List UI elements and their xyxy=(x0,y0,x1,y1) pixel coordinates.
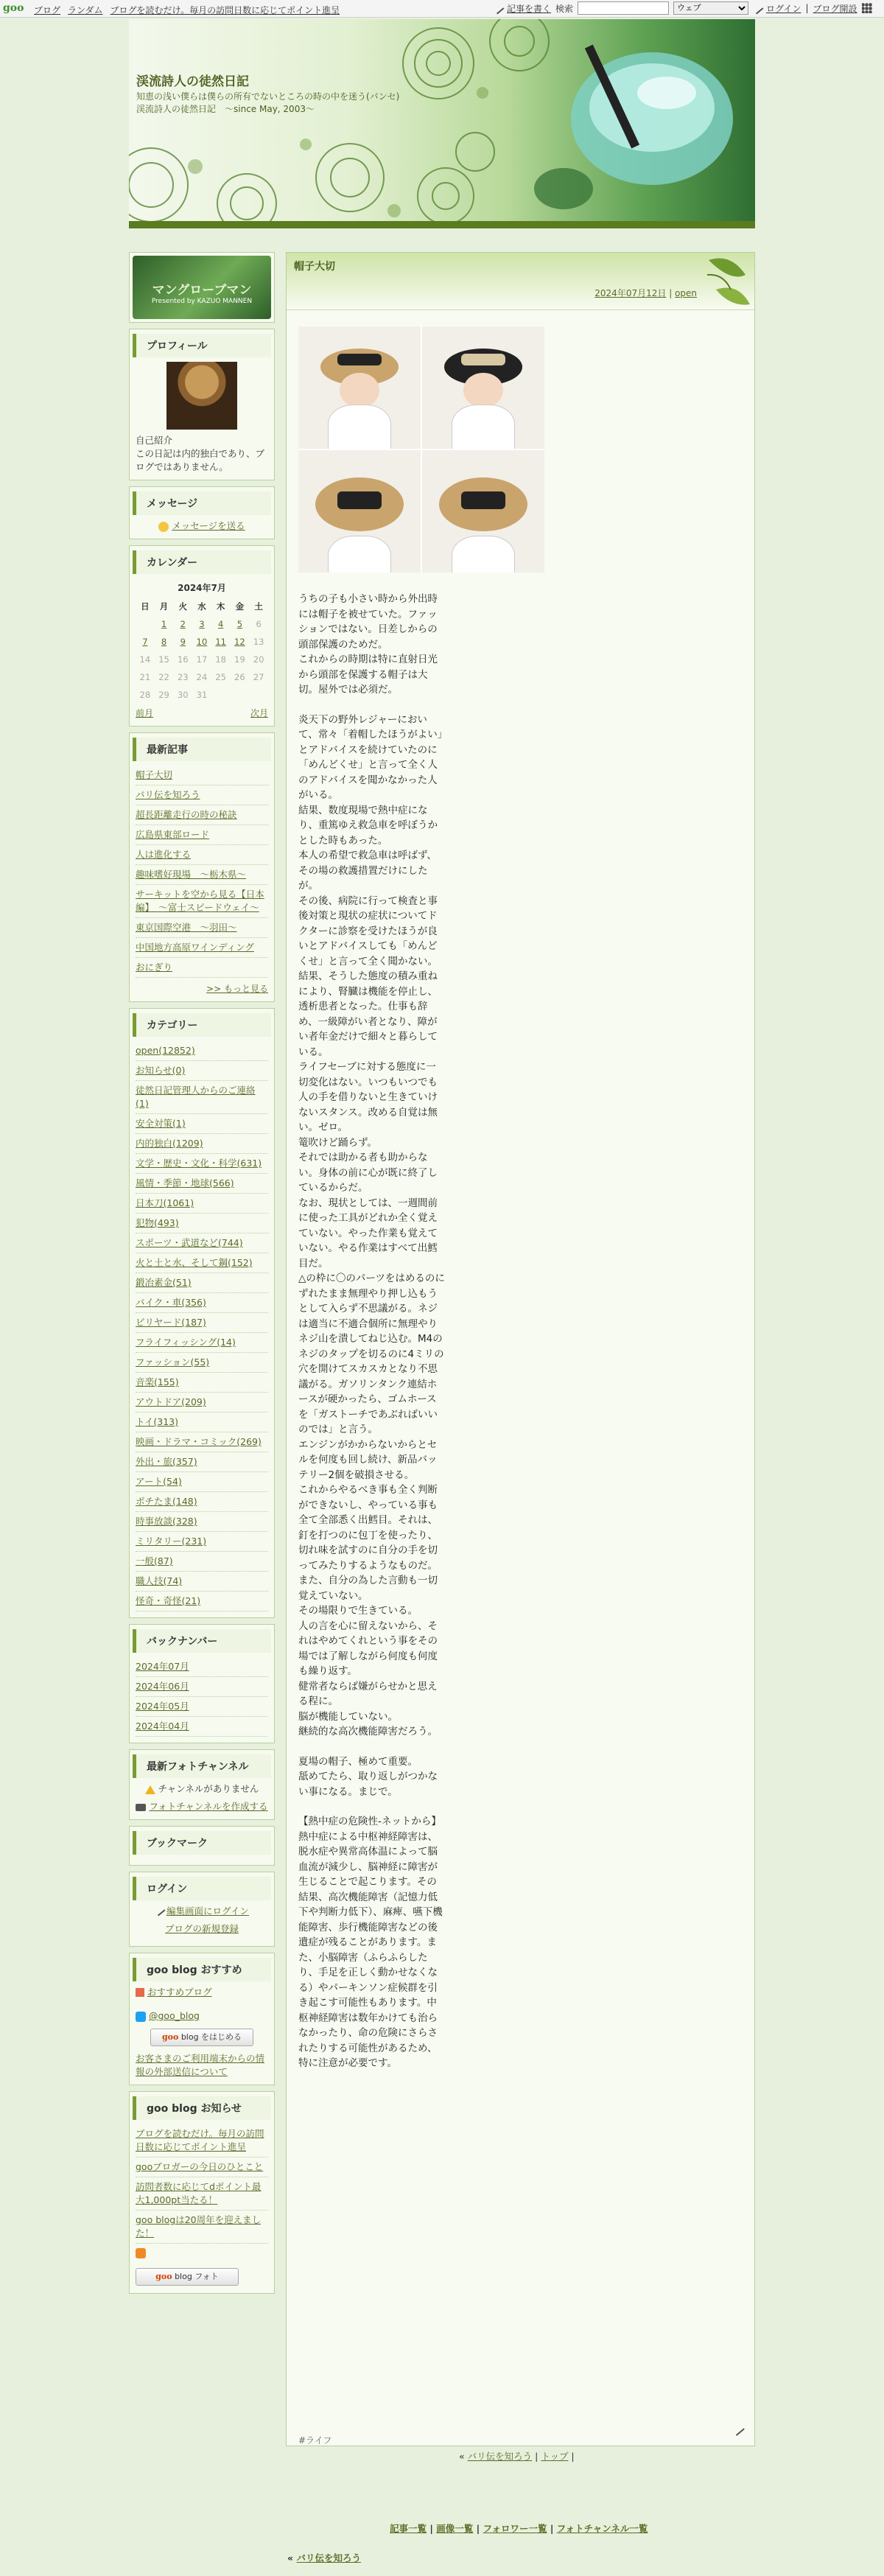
list-item xyxy=(136,958,268,978)
calendar-next-link[interactable]: 次月 xyxy=(250,708,268,718)
backnumber-link[interactable]: 2024年07月 xyxy=(136,1661,189,1672)
goo-photo-logo: goo xyxy=(155,2272,172,2281)
login-link[interactable]: ログイン xyxy=(766,3,801,14)
list-item xyxy=(136,1677,268,1697)
recent-post-link[interactable]: 趣味嗜好現場 ～栃木県～ xyxy=(136,869,247,880)
entry-title[interactable]: 帽子大切 xyxy=(294,261,335,273)
category-link[interactable]: 一般(87) xyxy=(136,1555,173,1567)
start-blog-label: blog をはじめる xyxy=(180,2032,242,2042)
category-link[interactable]: 安全対策(1) xyxy=(136,1118,186,1129)
category-link[interactable]: ボチたま(148) xyxy=(136,1496,197,1507)
recommend-blog-link[interactable]: おすすめブログ xyxy=(147,1987,212,1998)
edit-icon[interactable] xyxy=(730,2421,745,2436)
external-notice-link[interactable]: お客さまのご利用端末からの情報の外部送信について xyxy=(136,2053,265,2077)
category-link[interactable]: 風情・季節・地球(566) xyxy=(136,1177,234,1189)
entry-paragraph: 夏場の帽子、極めて重要。 舐めてたら、取り返しがつかない事になる。まじで。 xyxy=(298,1755,438,1798)
banner-image xyxy=(133,256,271,319)
list-item xyxy=(136,1452,268,1472)
calendar-day-link[interactable]: 7 xyxy=(142,637,148,647)
list-item xyxy=(136,766,268,785)
category-link[interactable]: 犯物(493) xyxy=(136,1217,179,1228)
category-link[interactable]: 映画・ドラマ・コミック(269) xyxy=(136,1436,262,1447)
calendar-day[interactable] xyxy=(211,633,231,651)
list-item xyxy=(136,1081,268,1114)
calendar-day-link[interactable]: 3 xyxy=(199,619,205,629)
categories-box xyxy=(129,1008,275,1618)
goo-photo-button[interactable] xyxy=(136,2268,239,2286)
entry-title-bar xyxy=(287,253,754,310)
footer-link-followers[interactable]: フォロワー一覧 xyxy=(483,2523,547,2534)
calendar-day[interactable] xyxy=(231,615,250,633)
news-link[interactable]: 訪問者数に応じてdポイント最大1,000pt当たる！ xyxy=(136,2181,262,2205)
pen-icon xyxy=(492,2,505,15)
banner-title: マングローブマン xyxy=(152,283,252,298)
search-input[interactable] xyxy=(578,1,669,15)
photochannel-heading: 最新フォトチャンネル xyxy=(133,1754,271,1778)
search-scope-select[interactable] xyxy=(673,1,748,15)
list-item xyxy=(136,1333,268,1353)
category-link[interactable]: ビリヤード(187) xyxy=(136,1317,206,1328)
calendar-day[interactable] xyxy=(231,633,250,651)
calendar-day[interactable] xyxy=(211,615,231,633)
calendar-day xyxy=(192,651,211,668)
list-item xyxy=(136,865,268,885)
calendar-prev-link[interactable]: 前月 xyxy=(136,708,154,718)
category-link[interactable]: 鍛冶素金(51) xyxy=(136,1277,192,1288)
entry-paragraph: 炎天下の野外レジャーにおいて、常々「着帽したほうがよい」とアドバイスを続けていたのに「めんどくせ」と言って全く人のアドバイスを聞かなかった人がいる。 結果、数度現場で熱中症になり、重篤ゆえ救急車を呼ぼうかとした時もあった。 本人の希望で救急車は呼ばず、その場の救護措置だけにしたが。 その後、病院に行って検査と事後対策と現状の症状についてドクターに診察を受けたほうが良いとアドバイスしても「めんどくせ」と言って全く聞かない。 結果、そうした態度の積み重ねにより、腎臓は機能を停止し、透析患者となった。仕事も辞め、一級障がい者となり、障がい者年金だけで細々と暮らしている。 ライフセーブに対する態度に一切変化はない。いつもいつでも人の手を借りないと生きていけないスタンス。改める自覚は無い。ゼロ。 篭吹けど踊らず。 それでは助かる者も助からない。身体の前に心が既に終了しているからだ。 なお、現状としては、一週間前に使った工具がどれか全く覚えていない。やった作業も覚えていない。やる作業はすべて出鱈目だ。 △の枠に〇のパーツをはめるのにずれたまま無理やり押し込もうとして入らず不思議がる。ネジは適当に不適合個所に無理やりネジ山を潰してねじ込む。M4のネジのタップを切るのに4ミリの穴を開けてスカスカとなり不思議がる。ガソリンタンク連結ホースが硬かったら、ゴムホースを「ガストーチであぶればいいのでは」と言う。 エンジンがかからないからとセルを何度も回し続け、新品バッテリー2個を破損させる。 これからやるべき事も全く判断ができないし、やっている事も全て全部悉く出鱈目。それは、釘を打つのに包丁を使ったり、切れ味を試すのに自分の手を切ってみたりするようなものだ。 また、自分の為した言動も一切覚えていない。 その場限りで生きている。 人の言を心に留えないから、それはやめてくれという事をその場では了解しながら何度も何度も繰り返す。 健常者ならば嫌がらせかと思える程に。 脳が機能していない。 継続的な高次機能障害だろう。 xyxy=(298,713,445,1737)
twitter-link[interactable]: @goo_blog xyxy=(149,2010,200,2021)
calendar-day-label: 24 xyxy=(196,672,208,682)
footer-link-articles[interactable]: 記事一覧 xyxy=(390,2523,427,2534)
calendar-day-label: 22 xyxy=(158,672,169,682)
calendar-day-link[interactable]: 12 xyxy=(234,637,245,647)
category-link[interactable]: トイ(313) xyxy=(136,1416,178,1427)
site-description: 知恵の浅い僕らは僕らの所有でないところの時の中を迷う(パンセ) 渓流詩人の徒然日記 ～since May, 2003～ xyxy=(136,91,409,114)
edit-login-link[interactable]: 編集画面にログイン xyxy=(166,1905,249,1917)
recent-post-link[interactable]: 東京国際空港 ～羽田～ xyxy=(136,922,237,933)
category-link[interactable]: 職人技(74) xyxy=(136,1575,183,1586)
calendar-day xyxy=(192,686,211,704)
calendar-day xyxy=(249,615,268,633)
send-message-link[interactable]: メッセージを送る xyxy=(172,520,245,531)
news-heading: goo blog お知らせ xyxy=(133,2096,271,2120)
calendar-day-label: 30 xyxy=(177,690,189,700)
site-title[interactable]: 渓流詩人の徒然日記 xyxy=(136,74,249,89)
calendar-day-link[interactable]: 4 xyxy=(218,619,224,629)
bottom-prev: « バリ伝を知ろう xyxy=(287,2552,361,2563)
list-item xyxy=(136,1293,268,1313)
recent-post-link[interactable]: 超長距離走行の時の秘訣 xyxy=(136,809,237,820)
header-stripe xyxy=(129,221,755,228)
list-item xyxy=(136,2211,268,2244)
calendar-day-link[interactable]: 11 xyxy=(215,637,226,647)
photochannel-box xyxy=(129,1749,275,1820)
backnumber-link[interactable]: 2024年05月 xyxy=(136,1701,189,1712)
calendar-day-link[interactable]: 2 xyxy=(180,619,186,629)
list-item xyxy=(136,2124,268,2157)
recent-post-link[interactable]: 広島県東部ロード xyxy=(136,829,210,840)
calendar-table xyxy=(136,578,268,704)
calendar-day-label: 18 xyxy=(215,654,226,665)
header-decoration xyxy=(129,19,755,228)
entry-meta: 2024年07月12日 | open xyxy=(594,288,697,298)
list-item xyxy=(136,2177,268,2211)
category-link[interactable]: open(12852) xyxy=(136,1045,195,1056)
news-link[interactable]: gooブロガーの今日のひとこと xyxy=(136,2161,264,2172)
pen-icon xyxy=(153,1904,166,1917)
list-item xyxy=(136,1373,268,1393)
backnumber-heading: バックナンバー xyxy=(133,1629,271,1653)
recommend-icon xyxy=(136,1988,144,1997)
recommend-heading: goo blog おすすめ xyxy=(133,1958,271,1981)
calendar-day xyxy=(173,668,192,686)
profile-intro-label: 自己紹介 xyxy=(136,435,173,446)
calendar-day-label: 26 xyxy=(234,672,245,682)
recent-post-link[interactable]: 帽子大切 xyxy=(136,769,173,780)
rss-icon[interactable] xyxy=(136,2248,146,2258)
backnumber-list xyxy=(136,1657,268,1737)
list-item xyxy=(136,1532,268,1552)
calendar-caption: 2024年7月 xyxy=(178,583,226,593)
backnumber-link[interactable]: 2024年06月 xyxy=(136,1681,189,1692)
top-links xyxy=(34,4,340,16)
backnumber-box xyxy=(129,1624,275,1743)
search-label: 検索 xyxy=(555,3,574,14)
backnumber-link[interactable]: 2024年04月 xyxy=(136,1721,189,1732)
list-item xyxy=(136,1194,268,1214)
category-link[interactable]: ミリタリー(231) xyxy=(136,1536,207,1547)
bottom-prev-link[interactable]: バリ伝を知ろう xyxy=(296,2552,361,2563)
recent-post-link[interactable]: サーキットを空から見る【日本編】 ～富士スピードウェイ～ xyxy=(136,889,264,913)
profile-box xyxy=(129,329,275,480)
list-item xyxy=(136,1697,268,1717)
calendar-day-link[interactable]: 5 xyxy=(236,619,243,629)
profile-heading: プロフィール xyxy=(133,334,271,357)
calendar-day xyxy=(249,686,268,704)
list-item xyxy=(136,1134,268,1154)
recent-more-link[interactable]: >> もっと見る xyxy=(206,984,268,994)
list-item xyxy=(136,1592,268,1611)
calendar-day-label: 17 xyxy=(196,654,208,665)
sidebar xyxy=(129,252,275,2300)
list-item xyxy=(136,845,268,865)
list-item xyxy=(136,1154,268,1174)
calendar-weekday: 木 xyxy=(216,601,225,612)
apps-grid-icon[interactable] xyxy=(862,3,872,13)
category-link[interactable]: 外出・旅(357) xyxy=(136,1456,197,1467)
calendar-day-label: 6 xyxy=(256,619,262,629)
camera-icon xyxy=(136,1804,146,1811)
list-item xyxy=(136,1432,268,1452)
recent-post-link[interactable]: 中国地方高原ワインディング xyxy=(136,942,254,953)
calendar-day-label: 29 xyxy=(158,690,169,700)
calendar-day[interactable] xyxy=(192,633,211,651)
profile-intro-text: この日記は内的独白であり、ブログではありません。 xyxy=(136,448,265,472)
category-link[interactable]: 内的独白(1209) xyxy=(136,1138,203,1149)
calendar-day xyxy=(211,668,231,686)
goo-logo[interactable]: goo xyxy=(3,2,24,14)
top-bar xyxy=(0,0,884,18)
calendar-day[interactable] xyxy=(192,615,211,633)
list-item xyxy=(136,1657,268,1677)
list-item xyxy=(136,2157,268,2177)
news-box xyxy=(129,2091,275,2294)
photo-child-back-2 xyxy=(422,450,544,573)
calendar-day-label: 23 xyxy=(177,672,189,682)
entry-paragraph: うちの子も小さい時から外出時には帽子を被せていた。ファッションではない。日差しからの頭部保護のためだ。 これからの時期は特に直射日光から頭部を保護する帽子は大切。屋外では必須だ。 xyxy=(298,593,438,696)
calendar-day-label: 15 xyxy=(158,654,169,665)
list-item xyxy=(136,1353,268,1373)
start-blog-logo: goo xyxy=(161,2032,179,2042)
calendar-box xyxy=(129,545,275,727)
top-link[interactable]: トップ xyxy=(541,2451,569,2462)
footer-link-photochannels[interactable]: フォトチャンネル一覧 xyxy=(556,2523,648,2534)
recent-heading: 最新記事 xyxy=(133,738,271,761)
top-tools: 記事を書く 検索 ウェブ ログイン | ブログ開設 xyxy=(494,1,872,15)
list-item xyxy=(136,918,268,938)
list-item xyxy=(136,785,268,805)
entry-date-link[interactable]: 2024年07月12日 xyxy=(594,288,667,298)
calendar-day[interactable] xyxy=(173,615,192,633)
recent-post-link[interactable]: 人は進化する xyxy=(136,849,192,860)
calendar-day-label: 28 xyxy=(139,690,151,700)
login-box xyxy=(129,1872,275,1947)
top-link-points[interactable]: ブログを読むだけ。毎月の訪問日数に応じてポイント進呈 xyxy=(110,5,340,15)
calendar-day-label: 31 xyxy=(196,690,208,700)
calendar-weekday: 土 xyxy=(254,601,263,612)
calendar-day xyxy=(136,668,155,686)
list-item xyxy=(136,1174,268,1194)
recent-post-link[interactable]: バリ伝を知ろう xyxy=(136,789,200,800)
category-link[interactable]: アウトドア(209) xyxy=(136,1396,206,1407)
list-item xyxy=(136,825,268,845)
create-photochannel-link[interactable]: フォトチャンネルを作成する xyxy=(149,1801,268,1812)
write-article-link[interactable]: 記事を書く xyxy=(507,3,552,14)
entry-tag[interactable]: #ライフ xyxy=(298,2435,332,2446)
calendar-day[interactable] xyxy=(136,633,155,651)
category-link[interactable]: 音楽(155) xyxy=(136,1376,179,1387)
category-link[interactable]: 怪奇・奇怪(21) xyxy=(136,1595,201,1606)
list-item xyxy=(136,1233,268,1253)
news-link[interactable]: goo blogは20周年を迎えました！ xyxy=(136,2214,262,2239)
calendar-day xyxy=(155,686,174,704)
prev-entry-link[interactable]: バリ伝を知ろう xyxy=(467,2451,533,2462)
register-blog-link[interactable]: ブログの新規登録 xyxy=(164,1923,239,1934)
login-icon xyxy=(751,2,764,15)
entry-photo[interactable] xyxy=(298,326,544,573)
recent-posts-list xyxy=(136,766,268,978)
top-link-random[interactable]: ランダム xyxy=(68,5,103,15)
calendar-day-label: 19 xyxy=(234,654,245,665)
recommend-box xyxy=(129,1953,275,2085)
news-list xyxy=(136,2124,268,2244)
calendar-weekday: 月 xyxy=(159,601,169,612)
entry-paragraph: 【熱中症の危険性-ネットから】 熱中症による中枢神経障害は、脱水症や異常高体温によって脳血流が減少し、脳神経に障害が生じることで起こります。その結果、高次機能障害（記憶力低下や判断力低下）、麻痺、嚥下機能障害、歩行機能障害などの後遺症が残ることがあります。また、小脳障害（ふらふらしたり、手足を正しく動かせなくなる）やパーキンソン症候群を引き起こす可能性もあります。中枢神経障害は数年かけても治らなかったり、命の危険にさらされたりする可能性があるため、特に注意が必要です。 xyxy=(298,1816,443,2069)
calendar-day-label: 14 xyxy=(139,654,151,665)
category-link[interactable]: 日本刀(1061) xyxy=(136,1197,194,1208)
footer-link-images[interactable]: 画像一覧 xyxy=(436,2523,474,2534)
footer-links: 記事一覧 | 画像一覧 | フォロワー一覧 | フォトチャンネル一覧 xyxy=(390,2523,648,2534)
list-item xyxy=(136,1472,268,1492)
calendar-day xyxy=(136,651,155,668)
calendar-day[interactable] xyxy=(155,633,174,651)
calendar-day xyxy=(136,615,155,633)
list-item xyxy=(136,1041,268,1061)
list-item xyxy=(136,1393,268,1413)
calendar-day[interactable] xyxy=(173,633,192,651)
category-link[interactable]: アート(54) xyxy=(136,1476,182,1487)
calendar-day xyxy=(173,686,192,704)
entry-category-link[interactable]: open xyxy=(675,288,697,298)
news-link[interactable]: ブログを読むだけ。毎月の訪問日数に応じてポイント進呈 xyxy=(136,2128,264,2152)
calendar-day-label: 13 xyxy=(253,637,264,647)
calendar-weekday: 水 xyxy=(197,601,206,612)
calendar-day-label: 16 xyxy=(177,654,189,665)
entry-area xyxy=(286,252,755,2446)
bookmark-heading: ブックマーク xyxy=(133,1831,271,1855)
calendar-day[interactable] xyxy=(155,615,174,633)
bookmark-box xyxy=(129,1826,275,1866)
warning-icon xyxy=(145,1785,155,1794)
list-item xyxy=(136,1552,268,1572)
photochannel-empty: チャンネルがありません xyxy=(158,1783,259,1794)
calendar-day xyxy=(173,651,192,668)
calendar-weekday: 金 xyxy=(235,601,245,612)
entry-body xyxy=(298,592,446,2086)
list-item xyxy=(136,1717,268,1737)
sidebar-banner[interactable] xyxy=(129,252,275,323)
calendar-day-label: 27 xyxy=(253,672,264,682)
blog-header xyxy=(129,19,755,228)
photo-child-front-1 xyxy=(298,326,421,449)
calendar-day xyxy=(211,651,231,668)
list-item xyxy=(136,1061,268,1081)
list-item xyxy=(136,1114,268,1134)
message-box xyxy=(129,486,275,539)
list-item xyxy=(136,1273,268,1293)
list-item xyxy=(136,805,268,825)
calendar-weekday: 日 xyxy=(141,601,150,612)
calendar-day-label: 25 xyxy=(215,672,226,682)
category-link[interactable]: 火と土と水、そして鋼(152) xyxy=(136,1257,253,1268)
list-item xyxy=(136,1512,268,1532)
recent-posts-box xyxy=(129,732,275,1002)
calendar-day-link[interactable]: 10 xyxy=(196,637,208,647)
twitter-icon xyxy=(136,2012,146,2022)
category-link[interactable]: フライフィッシング(14) xyxy=(136,1337,236,1348)
banner-subtitle: Presented by KAZUO MANNEN xyxy=(151,298,253,305)
recent-post-link[interactable]: おにぎり xyxy=(136,962,173,973)
list-item xyxy=(136,1572,268,1592)
open-blog-link[interactable]: ブログ開設 xyxy=(813,3,857,14)
avatar[interactable] xyxy=(166,362,237,430)
photo-child-back-1 xyxy=(298,450,421,573)
category-link[interactable]: スポーツ・武道など(744) xyxy=(136,1237,243,1248)
calendar-day xyxy=(249,668,268,686)
message-icon xyxy=(158,522,169,532)
calendar-day-label: 20 xyxy=(253,654,264,665)
calendar-day xyxy=(192,668,211,686)
photo-child-front-2 xyxy=(422,326,544,449)
goo-photo-label: blog フォト xyxy=(175,2272,219,2281)
calendar-day xyxy=(231,686,250,704)
category-link[interactable]: バイク・車(356) xyxy=(136,1297,206,1308)
categories-list xyxy=(136,1041,268,1611)
list-item xyxy=(136,1492,268,1512)
calendar-day xyxy=(211,686,231,704)
list-item xyxy=(136,1214,268,1233)
calendar-day xyxy=(231,668,250,686)
entry-pager: « バリ伝を知ろう | トップ | xyxy=(459,2451,575,2462)
list-item xyxy=(136,1413,268,1432)
calendar-day-link[interactable]: 9 xyxy=(180,637,186,647)
calendar-heading: カレンダー xyxy=(133,550,271,574)
message-heading: メッセージ xyxy=(133,491,271,515)
categories-heading: カテゴリー xyxy=(133,1013,271,1037)
leaf-icon xyxy=(701,253,754,310)
start-blog-button[interactable] xyxy=(150,2029,253,2046)
calendar-day xyxy=(155,651,174,668)
calendar-day xyxy=(249,633,268,651)
category-link[interactable]: お知らせ(0) xyxy=(136,1065,186,1076)
calendar-day xyxy=(249,651,268,668)
list-item xyxy=(136,885,268,918)
calendar-day xyxy=(231,651,250,668)
list-item xyxy=(136,1253,268,1273)
category-link[interactable]: ファッション(55) xyxy=(136,1357,210,1368)
category-link[interactable]: 徒然日記管理人からのご連絡(1) xyxy=(136,1085,256,1109)
calendar-day-label: 21 xyxy=(139,672,151,682)
top-link-blog[interactable]: ブログ xyxy=(34,5,61,15)
category-link[interactable]: 時事放談(328) xyxy=(136,1516,197,1527)
category-link[interactable]: 文学・歴史・文化・科学(631) xyxy=(136,1158,262,1169)
login-heading: ログイン xyxy=(133,1877,271,1900)
list-item xyxy=(136,938,268,958)
list-item xyxy=(136,1313,268,1333)
calendar-day xyxy=(136,686,155,704)
calendar-day xyxy=(155,668,174,686)
calendar-day-link[interactable]: 1 xyxy=(161,619,167,629)
calendar-weekday: 火 xyxy=(178,601,187,612)
calendar-day-link[interactable]: 8 xyxy=(161,637,167,647)
